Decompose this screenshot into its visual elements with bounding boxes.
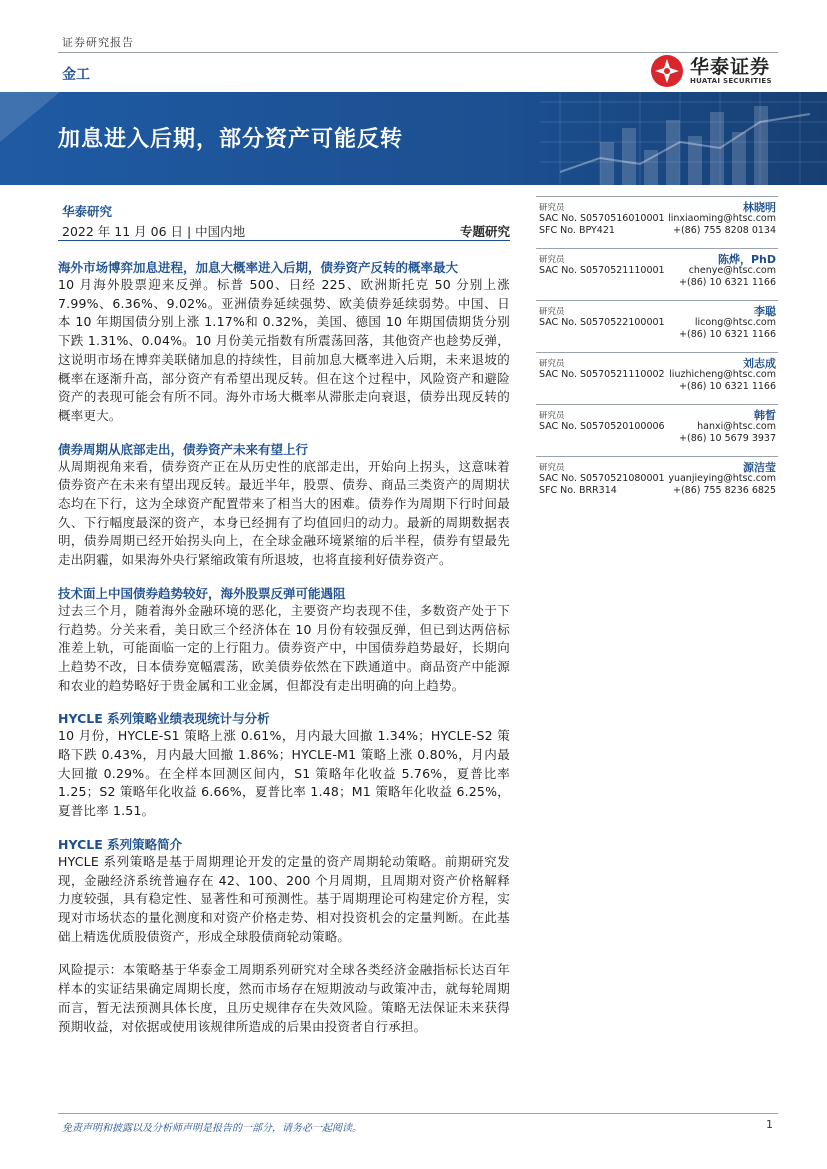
analyst-sfc: SFC No. BRR314 (539, 485, 617, 496)
analyst-name: 刘志成 (743, 357, 776, 370)
analyst-sfc: SFC No. BPY421 (539, 225, 615, 236)
section-heading: HYCLE 系列策略业绩表现统计与分析 (58, 711, 270, 727)
analyst-email[interactable]: linxiaoming@htsc.com (668, 213, 776, 224)
analyst-email[interactable]: liuzhicheng@htsc.com (669, 369, 776, 380)
analyst-sac: SAC No. S0570516010001 (539, 213, 665, 224)
report-title: 加息进入后期，部分资产可能反转 (58, 127, 404, 152)
analyst-sidebar (536, 196, 778, 508)
meta-divider (58, 240, 510, 241)
analyst-name: 陈烨，PhD (717, 253, 776, 266)
analyst-card (536, 196, 778, 248)
analyst-name: 林晓明 (743, 201, 776, 214)
section-body: HYCLE 系列策略是基于周期理论开发的定量的资产周期轮动策略。前期研究发现，金融经济系统普遍存在 42、100、200 个月周期，且周期对资产价格解释力度较强，具有稳定性、显著性和可预测性。基于周期理论可构建定价方程，实现对市场状态的量化测度和对资产价格走势、相对投资机会的定量判断。在此基础上精选优质股债资产，形成全球股债商轮动策略。 (58, 853, 510, 944)
date-region: 2022 年 11 月 06 日 | 中国内地 (62, 224, 246, 239)
section-body: 过去三个月，随着海外金融环境的恶化，主要资产均表现不佳，多数资产处于下行趋势。分关来看，美日欧三个经济体在 10 月份有较强反弹，但已到达两倍标准差上轨，可能面临一定的上行阻力。债券资产中，中国债券趋势最好，长期向上趋势不改，日本债券宽幅震荡，欧美债券依然在下跌通道中。商品资产中能源和农业的趋势略好于贵金属和工业金属，但都没有走出明确的向上趋势。 (58, 602, 510, 693)
disclaimer-note: 免责声明和披露以及分析师声明是报告的一部分，请务必一起阅读。 (62, 1123, 362, 1134)
section-body: 从周期视角来看，债券资产正在从历史性的底部走出，开始向上拐头，这意味着债券资产在未来有望出现反转。最近半年，股票、债券、商品三类资产的周期状态均在下行，这为全球资产配置带来了相当大的困难。债券作为周期下行时间最久、下行幅度最深的资产，本身已经拥有了均值回归的动力。最新的周期数据表明，债券周期已经开始拐头向上，在全球金融环境紧缩的后半程，债券有望最先走出阴霾，如果海外央行紧缩政策有所退坡，也将直接利好债券资产。 (58, 458, 510, 568)
analyst-card (536, 352, 778, 404)
report-kind: 专题研究 (459, 224, 510, 239)
analyst-phone: +(86) 10 6321 1166 (679, 381, 776, 392)
analyst-sac: SAC No. S0570521110001 (539, 265, 665, 276)
logo-text-en: HUATAI SECURITIES (690, 77, 772, 85)
analyst-name: 韩晳 (754, 409, 776, 422)
section-bond-cycle (58, 441, 510, 570)
analyst-role: 研究员 (539, 203, 565, 213)
analyst-name: 李聪 (754, 305, 776, 318)
section-heading: 海外市场博弈加息进程，加息大概率进入后期，债券资产反转的概率最大 (58, 260, 459, 275)
section-overseas-market (58, 259, 510, 426)
analyst-phone: +(86) 755 8236 6825 (672, 485, 776, 496)
analyst-card (536, 300, 778, 352)
analyst-sac: SAC No. S0570521110002 (539, 369, 665, 380)
analyst-sac: SAC No. S0570520100006 (539, 421, 665, 432)
section-body: 10 月海外股票迎来反弹。标普 500、日经 225、欧洲斯托克 50 分别上涨 7.99%、6.36%、9.02%。亚洲债券延续强势、欧美债券延续弱势。中国、日本 10 年期国债分别上涨 1.17%和 0.32%，美国、德国 10 年期国债期货分别下跌 1.31%、0.04%。10 月份美元指数有所震荡回落，其他资产也趁势反弹，这说明市场在博弈美联储加息的持续性，目前加息大概率进入后期，未来退坡的概率在逐渐升高，部分资产有希望出现反转。但在这个过程中，风险资产和避险资产的表现可能会有所不同。海外市场大概率从滞胀走向衰退，债券出现反转的概率更大。 (58, 277, 510, 423)
section-hycle-performance (58, 710, 510, 821)
section-technical (58, 585, 510, 696)
title-banner (0, 92, 827, 185)
analyst-role: 研究员 (539, 359, 565, 369)
section-heading: 债券周期从底部走出，债券资产未来有望上行 (58, 441, 309, 457)
section-heading: 技术面上中国债券趋势较好，海外股票反弹可能遇阻 (58, 585, 346, 601)
analyst-sac: SAC No. S0570522100001 (539, 317, 665, 328)
section-hycle-intro (58, 836, 510, 947)
main-content (58, 259, 510, 1036)
analyst-sac: SAC No. S0570521080001 (539, 473, 665, 484)
analyst-card (536, 248, 778, 300)
analyst-name: 源洁莹 (743, 461, 776, 474)
analyst-email[interactable]: hanxi@htsc.com (697, 421, 776, 432)
report-category: 金工 (62, 67, 90, 83)
footer-divider (58, 1113, 778, 1114)
page-number: 1 (766, 1118, 773, 1131)
analyst-phone: +(86) 10 6321 1166 (679, 277, 776, 288)
analyst-email[interactable]: yuanjieying@htsc.com (668, 473, 776, 484)
analyst-card (536, 404, 778, 456)
company-logo (650, 52, 780, 88)
huatai-logo-icon (650, 54, 684, 88)
logo-text-cn: 华泰证券 (690, 56, 771, 78)
analyst-phone: +(86) 755 8208 0134 (672, 225, 776, 236)
analyst-role: 研究员 (539, 463, 565, 473)
risk-warning: 风险提示：本策略基于华泰金工周期系列研究对全球各类经济金融指标长达百年样本的实证结果确定周期长度，然而市场存在短期波动与政策冲击，就每轮周期而言，暂无法预测具体长度，且历史规律存在失效风险。策略无法保证未来获得预期收益，对依据或使用该规律所造成的后果由投资者自行承担。 (58, 962, 510, 1034)
analyst-role: 研究员 (539, 411, 565, 421)
section-heading: HYCLE 系列策略简介 (58, 836, 183, 852)
analyst-card (536, 456, 778, 508)
analyst-email[interactable]: licong@htsc.com (694, 317, 776, 328)
analyst-email[interactable]: chenye@htsc.com (688, 265, 776, 276)
analyst-phone: +(86) 10 6321 1166 (679, 329, 776, 340)
report-type-label: 证券研究报告 (62, 36, 134, 49)
research-org: 华泰研究 (62, 204, 113, 219)
section-body: 10 月份，HYCLE-S1 策略上涨 0.61%，月内最大回撤 1.34%；HYCLE-S2 策略下跌 0.43%，月内最大回撤 1.86%；HYCLE-M1 策略上涨 0.80%，月内最大回撤 0.29%。在全样本回测区间内，S1 策略年化收益 5.76%，夏普比率 1.25；S2 策略年化收益 6.66%，夏普比率 1.48；M1 策略年化收益 6.25%，夏普比率 1.51。 (58, 728, 510, 819)
analyst-role: 研究员 (539, 255, 565, 265)
analyst-phone: +(86) 10 5679 3937 (679, 433, 776, 444)
analyst-role: 研究员 (539, 307, 565, 317)
